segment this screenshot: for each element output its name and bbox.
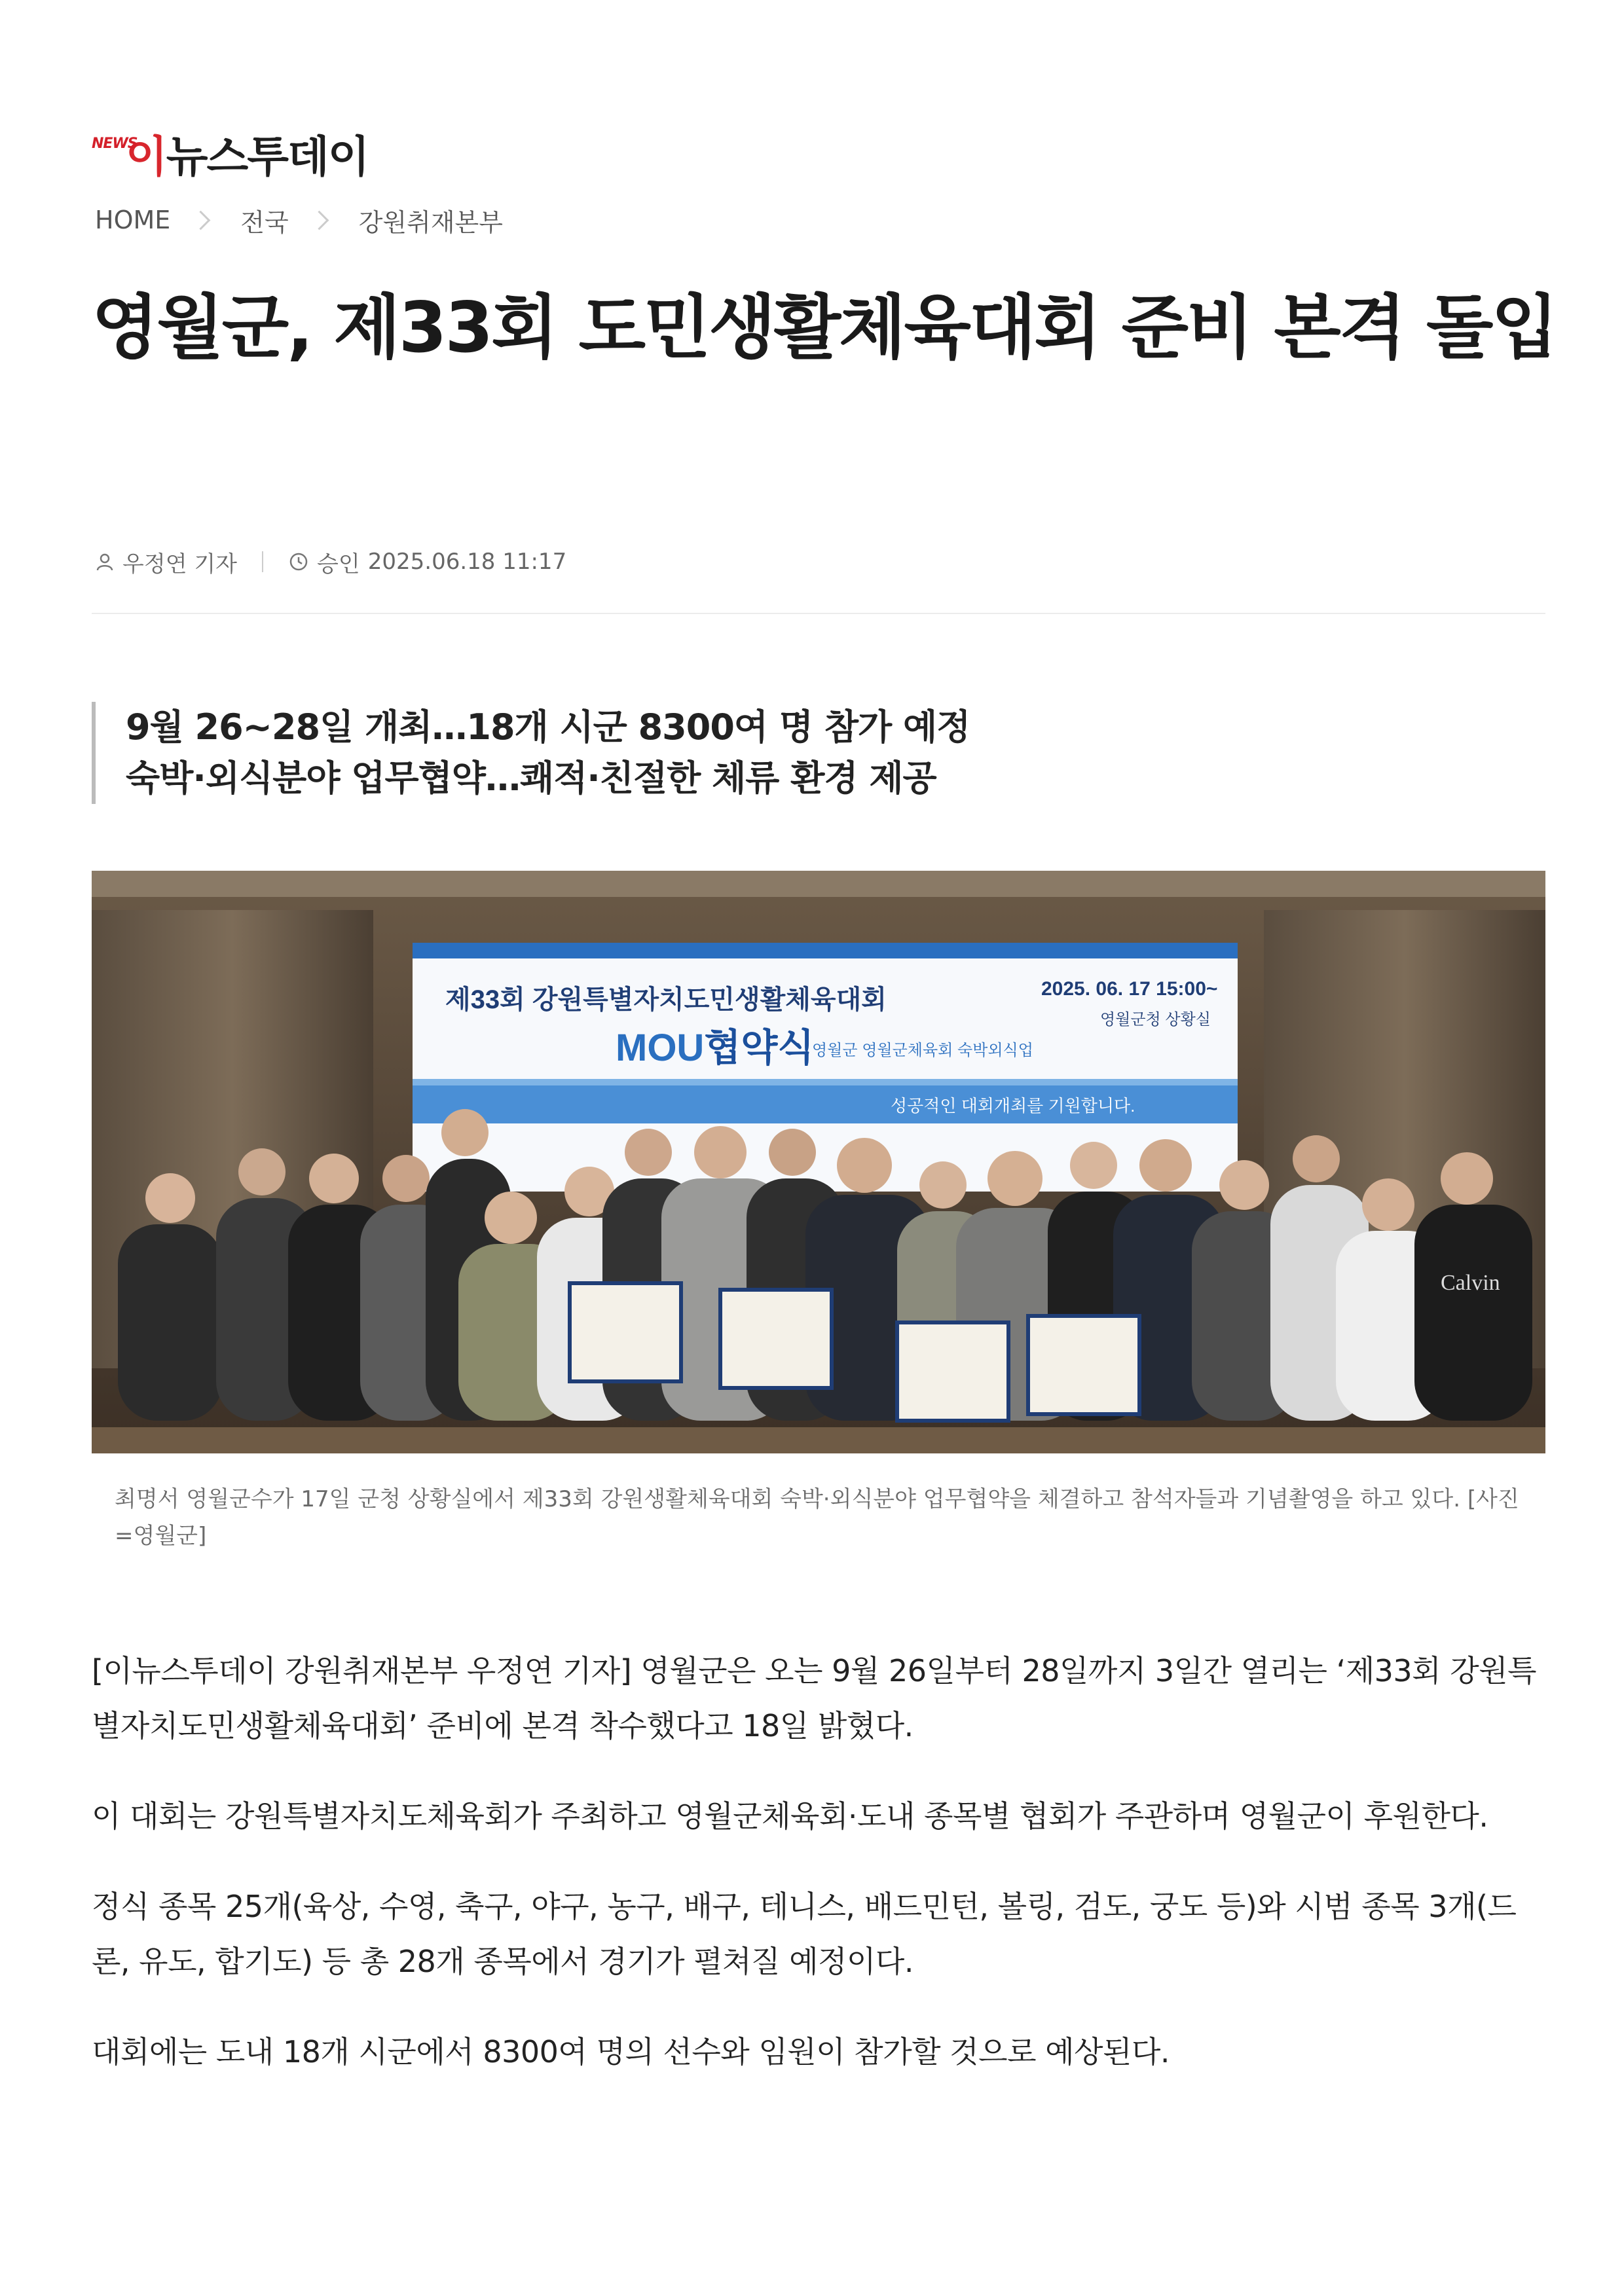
breadcrumb-gangwon[interactable]: 강원취재본부 [358, 208, 503, 237]
breadcrumb-national[interactable]: 전국 [240, 208, 289, 237]
header-divider [92, 613, 1545, 614]
article-byline [95, 543, 566, 580]
body-paragraph: 정식 종목 25개(육상, 수영, 축구, 야구, 농구, 배구, 테니스, 배드민턴, 볼링, 검도, 궁도 등)와 시범 종목 3개(드론, 유도, 합기도) 등 총 28개 종목에서 경기가 펼쳐질 예정이다. [92, 1889, 1517, 1979]
banner-mou-word: 협약식 [704, 1027, 815, 1069]
subtitle-line: 숙박·외식분야 업무협약…쾌적·친절한 체류 환경 제공 [126, 757, 936, 799]
article-subtitles [92, 702, 970, 804]
body-paragraph: [이뉴스투데이 강원취재본부 우정연 기자] 영월군은 오는 9월 26일부터 28일까지 3일간 열리는 ‘제33회 강원특별자치도민생활체육대회’ 준비에 본격 착수했다고 18일 밝혔다. [92, 1653, 1537, 1743]
body-paragraph: 대회에는 도내 18개 시군에서 8300여 명의 선수와 임원이 참가할 것으로 예상된다. [92, 2034, 1170, 2069]
banner-mou [616, 1027, 814, 1069]
logo-news-mark: NEWS [92, 136, 138, 152]
breadcrumb [95, 202, 503, 238]
article-body [92, 1643, 1545, 2115]
site-logo[interactable] [92, 128, 369, 187]
clock-icon [288, 551, 309, 572]
approved-time: 2025.06.18 11:17 [367, 549, 567, 575]
byline-divider [262, 551, 263, 572]
logo-black-part: 뉴스투데이 [166, 132, 369, 182]
banner-place: 영월군청 상황실 [1100, 1011, 1211, 1029]
shirt-text: Calvin [1441, 1271, 1500, 1295]
banner-date: 2025. 06. 17 15:00~ [1041, 978, 1218, 1000]
logo-red-part: 이 [126, 132, 166, 182]
author-name[interactable]: 우정연 기자 [122, 551, 238, 577]
banner-mou-label: MOU [616, 1027, 705, 1069]
breadcrumb-home[interactable]: HOME [95, 206, 171, 234]
article-photo[interactable] [92, 871, 1545, 1453]
chevron-right-icon [191, 210, 211, 230]
banner-title: 제33회 강원특별자치도민생활체육대회 [445, 985, 887, 1014]
approved-label: 승인 [317, 551, 360, 577]
photo-caption: 최명서 영월군수가 17일 군청 상황실에서 제33회 강원생활체육대회 숙박·외식분야 업무협약을 체결하고 참석자들과 기념촬영을 하고 있다. [사진=영월군] [115, 1486, 1519, 1549]
chevron-right-icon [309, 210, 329, 230]
conference-table [92, 1427, 1545, 1453]
body-paragraph: 이 대회는 강원특별자치도체육회가 주최하고 영월군체육회·도내 종목별 협회가 주관하며 영월군이 후원한다. [92, 1798, 1488, 1834]
banner-wish: 성공적인 대회개최를 기원합니다. [891, 1096, 1135, 1116]
user-icon [95, 552, 115, 572]
article-title: 영월군, 제33회 도민생활체육대회 준비 본격 돌입 [92, 287, 1557, 368]
subtitle-line: 9월 26~28일 개최…18개 시군 8300여 명 참가 예정 [126, 706, 970, 748]
banner-parties: 영월군 영월군체육회 숙박외식업 [812, 1042, 1033, 1059]
